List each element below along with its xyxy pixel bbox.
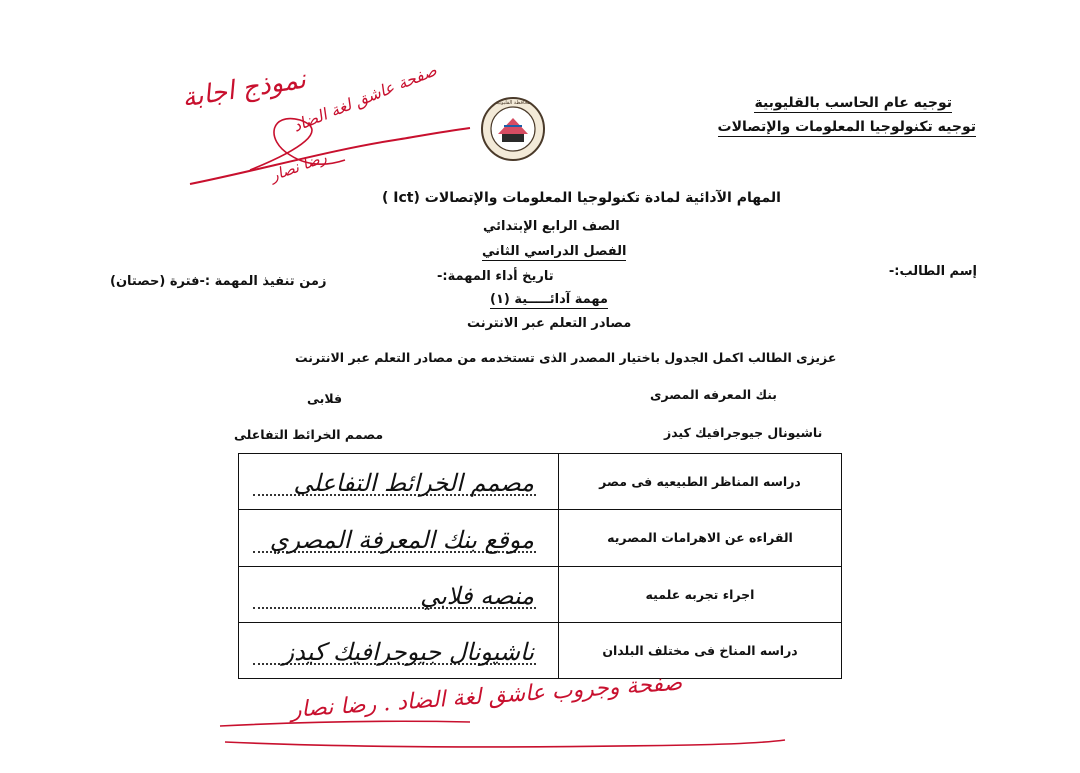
choice-item: مصمم الخرائط التفاعلى <box>234 427 384 442</box>
choice-item: بنك المعرفه المصرى <box>650 387 778 402</box>
svg-text:محافظة القليوبية: محافظة القليوبية <box>495 100 531 106</box>
grade-label: الصف الرابع الإبتدائي <box>483 219 620 234</box>
directorate-line-2: توجيه تكنولوجيا المعلومات والإتصالات <box>717 119 976 135</box>
handwritten-answer: ناشيونال جيوجرافيك كيدز <box>282 638 534 666</box>
choice-item: ناشيونال جيوجرافيك كيدز <box>664 425 823 440</box>
directorate-line-1: توجيه عام الحاسب بالقليوبية <box>754 95 952 111</box>
author-note: صفحة عاشق لغة الضاد <box>290 60 440 136</box>
handwritten-answer: مصمم الخرائط التفاعلى <box>293 469 534 498</box>
footer-note: صفحة وجروب عاشق لغة الضاد . رضا نصار <box>290 670 683 723</box>
term-label: الفصل الدراسي الثاني <box>482 244 627 259</box>
signature: رضا نصار <box>268 148 329 185</box>
handwritten-answer: منصه فلابي <box>420 581 534 610</box>
task-duration-label: زمن تنفيذ المهمة :-فترة (حصتان) <box>110 274 327 289</box>
instruction-text: عزيزى الطالب اكمل الجدول باختيار المصدر الذى تستخدمه من مصادر التعلم عبر الانترنت <box>295 350 837 365</box>
model-answer-note: نموذج اجابة <box>180 64 308 114</box>
question-cell: اجراء تجربه علميه <box>559 566 842 622</box>
question-cell: دراسه المناظر الطبيعيه فى مصر <box>559 454 842 510</box>
choice-item: فلابى <box>307 391 343 406</box>
task-number: مهمة آدائـــــية (١) <box>490 292 608 307</box>
task-title: المهام الآدائية لمادة تكنولوجيا المعلومات والإتصالات (Ict ) <box>382 190 781 206</box>
handwritten-answer: موقع بنك المعرفة المصري <box>269 525 534 554</box>
question-cell: دراسه المناخ فى مختلف البلدان <box>559 622 842 678</box>
question-cell: القراءه عن الاهرامات المصريه <box>559 510 842 566</box>
student-name-label: إسم الطالب:- <box>888 264 977 279</box>
task-date-label: تاريخ أداء المهمة:- <box>437 269 554 284</box>
task-topic: مصادر التعلم عبر الانترنت <box>467 316 632 331</box>
